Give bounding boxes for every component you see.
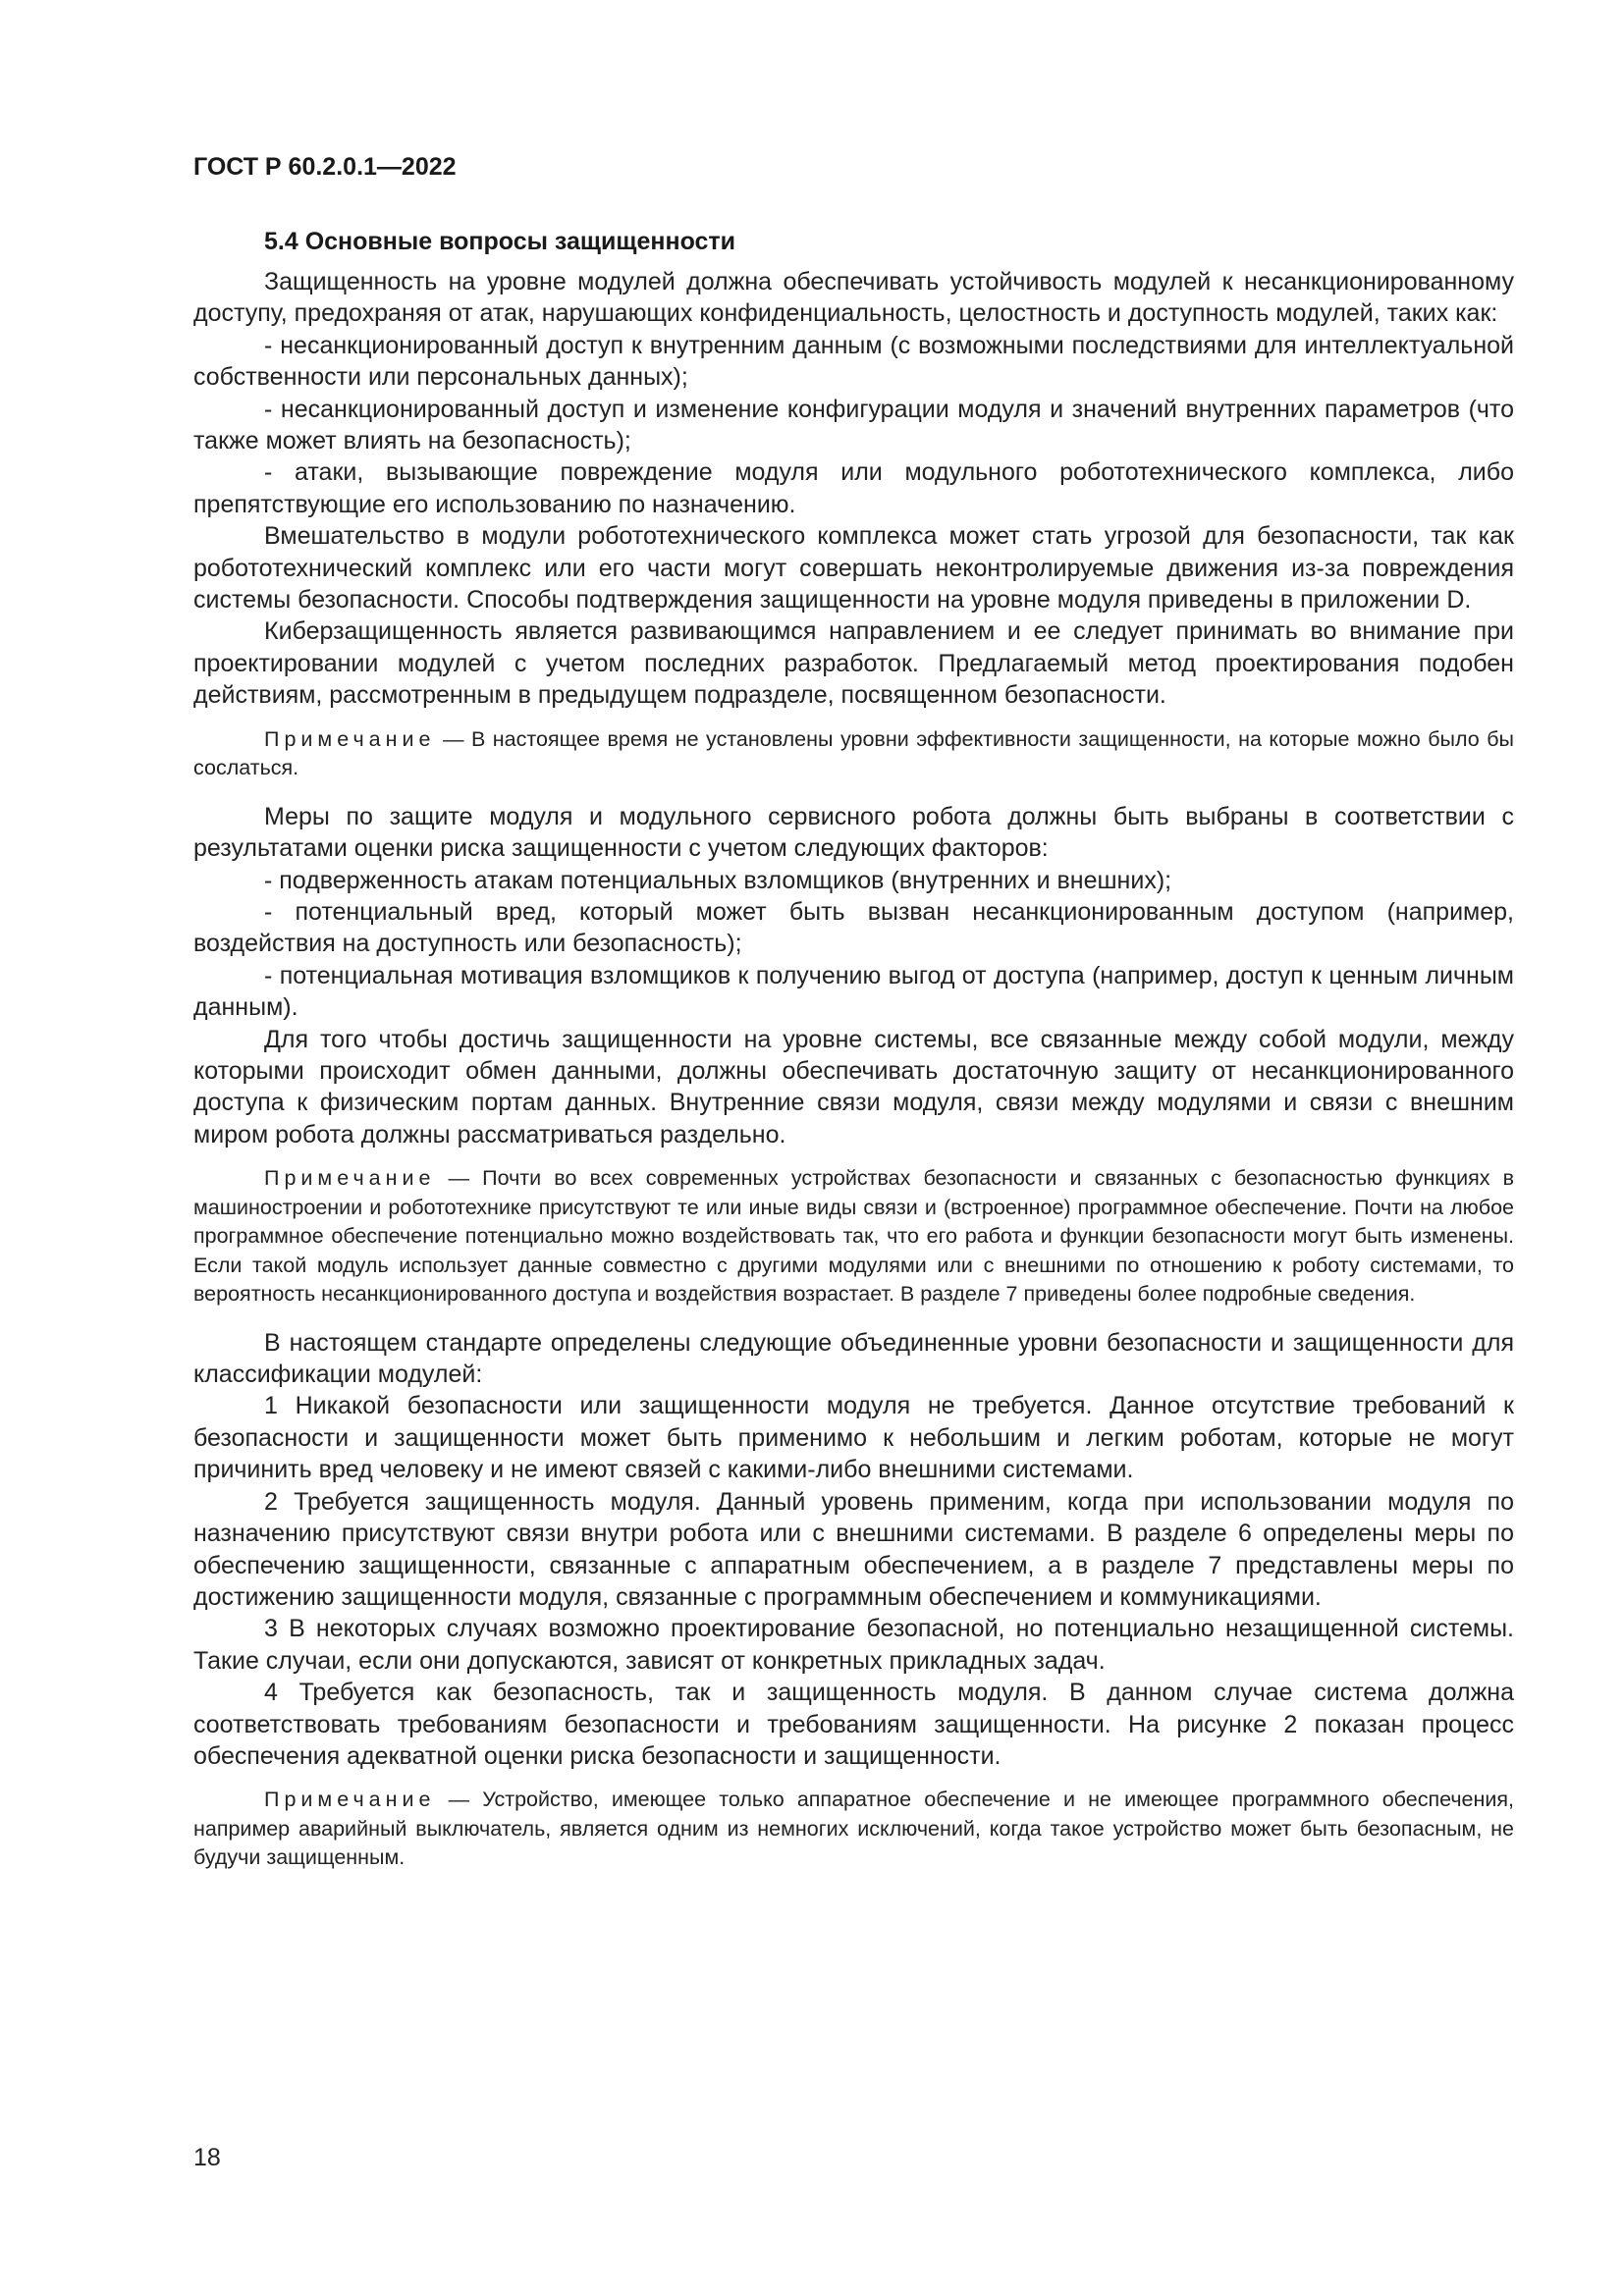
body-paragraph: 3 В некоторых случаях возможно проектирование безопасной, но потенциально незащищенной системы. Такие случаи, если они допускаются, зависят от конкретных прикладных задач. <box>193 1615 1514 1675</box>
body-paragraph: Защищенность на уровне модулей должна обеспечивать устойчивость модулей к несанкционированному доступу, предохраняя от атак, нарушающих конфиденциальность, целостность и доступность модулей, таких как: <box>193 268 1514 328</box>
note-paragraph <box>193 725 1514 783</box>
document-code: ГОСТ Р 60.2.0.1—2022 <box>193 153 457 181</box>
list-item: - атаки, вызывающие повреждение модуля или модульного робототехнического комплекса, либо препятствующие его использованию по назначению. <box>193 458 1514 518</box>
note-text: — Устройство, имеющее только аппаратное обеспечение и не имеющее программного обеспечения, например аварийный выключатель, является одним из немногих исключений, когда такое устройство может быть безопасным, не будучи защищенным. <box>193 1788 1514 1870</box>
note-label: Примечание <box>264 1788 436 1812</box>
list-item: - потенциальный вред, который может быть вызван несанкционированным доступом (например, воздействия на доступность или безопасность); <box>193 897 1514 958</box>
section-content <box>193 226 1514 1891</box>
body-paragraph: Для того чтобы достичь защищенности на уровне системы, все связанные между собой модули, между которыми происходит обмен данными, должны обеспечивать достаточную защиту от несанкционированного доступа к физическим портам данных. Внутренние связи модуля, связи между модулями и связи с внешним миром робота должны рассматриваться раздельно. <box>193 1025 1514 1148</box>
note-text: — В настоящее время не установлены уровни эффективности защищенности, на которые можно было бы сослаться. <box>193 726 1514 780</box>
list-item: - подверженность атакам потенциальных взломщиков (внутренних и внешних); <box>264 866 1172 894</box>
list-item: - потенциальная мотивация взломщиков к получению выгод от доступа (например, доступ к ценным личным данным). <box>193 961 1514 1022</box>
note-text: — Почти во всех современных устройствах безопасности и связанных с безопасностью функциях в машиностроении и робототехнике присутствуют те или иные виды связи и (встроенное) программное обеспечение. Почти на любое программное обеспечение потенциально можно воздействовать так, что его работа и функции безопасности могут быть изменены. Если такой модуль использует данные совместно с другими модулями или с внешними по отношению к роботу системами, то вероятность несанкционированного доступа и воздействия возрастает. В разделе 7 приведены более подробные сведения. <box>193 1166 1514 1307</box>
section-body <box>193 266 1514 1873</box>
body-paragraph: Вмешательство в модули робототехнического комплекса может стать угрозой для безопасности, так как робототехнический комплекс или его части могут совершать неконтролируемые движения из-за повреждения системы безопасности. Способы подтверждения защищенности на уровне модуля приведены в приложении D. <box>193 522 1514 614</box>
body-paragraph: Киберзащищенность является развивающимся направлением и ее следует принимать во внимание при проектировании модулей с учетом последних разработок. Предлагаемый метод проектирования подобен действиям, рассмотренным в предыдущем подразделе, посвященном безопасности. <box>193 617 1514 710</box>
body-paragraph: 2 Требуется защищенность модуля. Данный уровень применим, когда при использовании модуля по назначению присутствуют связи внутри робота или с внешними системами. В разделе 6 определены меры по обеспечению защищенности, связанные с аппаратным обеспечением, а в разделе 7 представлены меры по достижению защищенности модуля, связанные с программным обеспечением и коммуникациями. <box>193 1487 1514 1611</box>
note-label: Примечание <box>264 726 436 751</box>
section-heading: 5.4 Основные вопросы защищенности <box>264 228 736 255</box>
note-paragraph <box>193 1786 1514 1873</box>
note-paragraph <box>193 1164 1514 1309</box>
page-number: 18 <box>193 2144 221 2171</box>
list-item: - несанкционированный доступ к внутренним данным (с возможными последствиями для интеллектуальной собственности или персональных данных); <box>193 331 1514 392</box>
body-paragraph: В настоящем стандарте определены следующие объединенные уровни безопасности и защищенности для классификации модулей: <box>193 1328 1514 1389</box>
body-paragraph: 1 Никакой безопасности или защищенности модуля не требуется. Данное отсутствие требований к безопасности и защищенности может быть применимо к небольшим и легким роботам, которые не могут причинить вред человеку и не имеют связей с какими-либо внешними системами. <box>193 1392 1514 1484</box>
body-paragraph: 4 Требуется как безопасность, так и защищенность модуля. В данном случае система должна соответствовать требованиям безопасности и требованиям защищенности. На рисунке 2 показан процесс обеспечения адекватной оценки риска безопасности и защищенности. <box>193 1679 1514 1770</box>
body-paragraph: Меры по защите модуля и модульного сервисного робота должны быть выбраны в соответствии с результатами оценки риска защищенности с учетом следующих факторов: <box>193 802 1514 863</box>
list-item: - несанкционированный доступ и изменение конфигурации модуля и значений внутренних параметров (что также может влиять на безопасность); <box>193 395 1514 455</box>
note-label: Примечание <box>264 1166 436 1191</box>
